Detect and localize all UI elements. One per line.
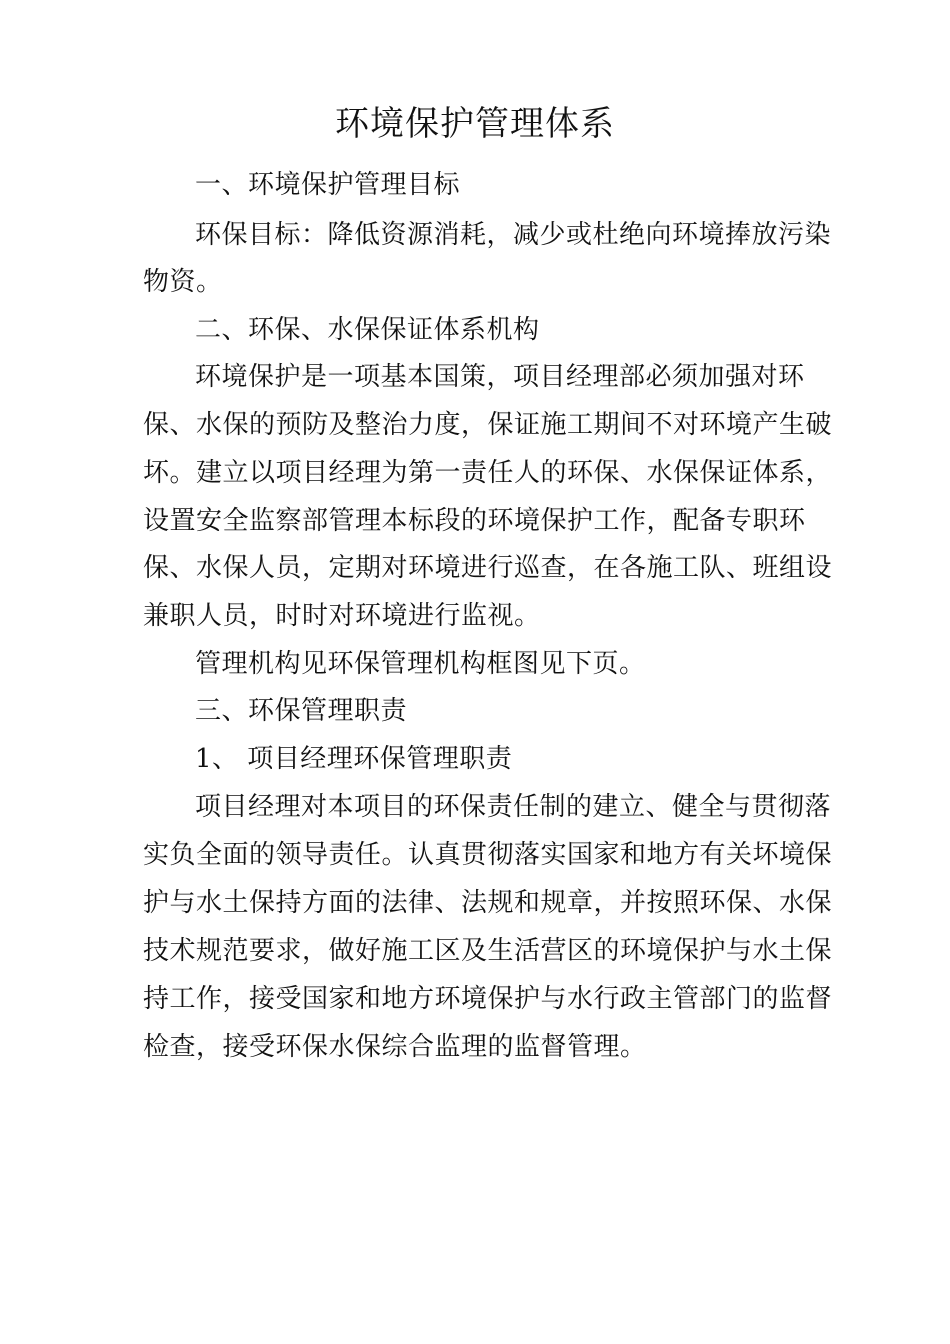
section-heading-1: 一、环境保护管理目标 xyxy=(195,170,461,200)
paragraph-line: 技术规范要求，做好施工区及生活营区的环境保护与水土保 xyxy=(143,936,833,966)
section-heading-2: 二、环保、水保保证体系机构 xyxy=(195,315,540,345)
section-heading-3: 三、环保管理职责 xyxy=(195,696,408,726)
paragraph-line: 坏。建立以项目经理为第一责任人的环保、水保保证体系， xyxy=(143,458,833,488)
document-title: 环境保护管理体系 xyxy=(335,104,615,144)
paragraph-line: 保、水保人员，定期对环境进行巡查，在各施工队、班组设 xyxy=(143,553,833,583)
paragraph-line: 持工作，接受国家和地方环境保护与水行政主管部门的监督 xyxy=(143,984,833,1014)
paragraph-line: 环保目标：降低资源消耗，减少或杜绝向环境捧放污染 xyxy=(195,220,832,250)
paragraph-line: 物资。 xyxy=(143,267,223,297)
paragraph-line: 设置安全监察部管理本标段的环境保护工作，配备专职环 xyxy=(143,506,806,536)
paragraph-line: 项目经理对本项目的环保责任制的建立、健全与贯彻落 xyxy=(195,792,832,822)
paragraph-line: 实负全面的领导责任。认真贯彻落实国家和地方有关坏境保 xyxy=(143,840,833,870)
paragraph-line: 检查，接受环保水保综合监理的监督管理。 xyxy=(143,1032,647,1062)
paragraph-line: 管理机构见环保管理机构框图见下页。 xyxy=(195,649,646,679)
paragraph-line: 环境保护是一项基本国策，项目经理部必须加强对环 xyxy=(195,362,805,392)
paragraph-line: 兼职人员，时时对环境进行监视。 xyxy=(143,601,541,631)
paragraph-line: 保、水保的预防及整治力度，保证施工期间不对环境产生破 xyxy=(143,410,833,440)
subsection-heading-1: 1、 项目经理环保管理职责 xyxy=(195,744,513,774)
paragraph-line: 护与水土保持方面的法律、法规和规章，并按照环保、水保 xyxy=(143,888,833,918)
